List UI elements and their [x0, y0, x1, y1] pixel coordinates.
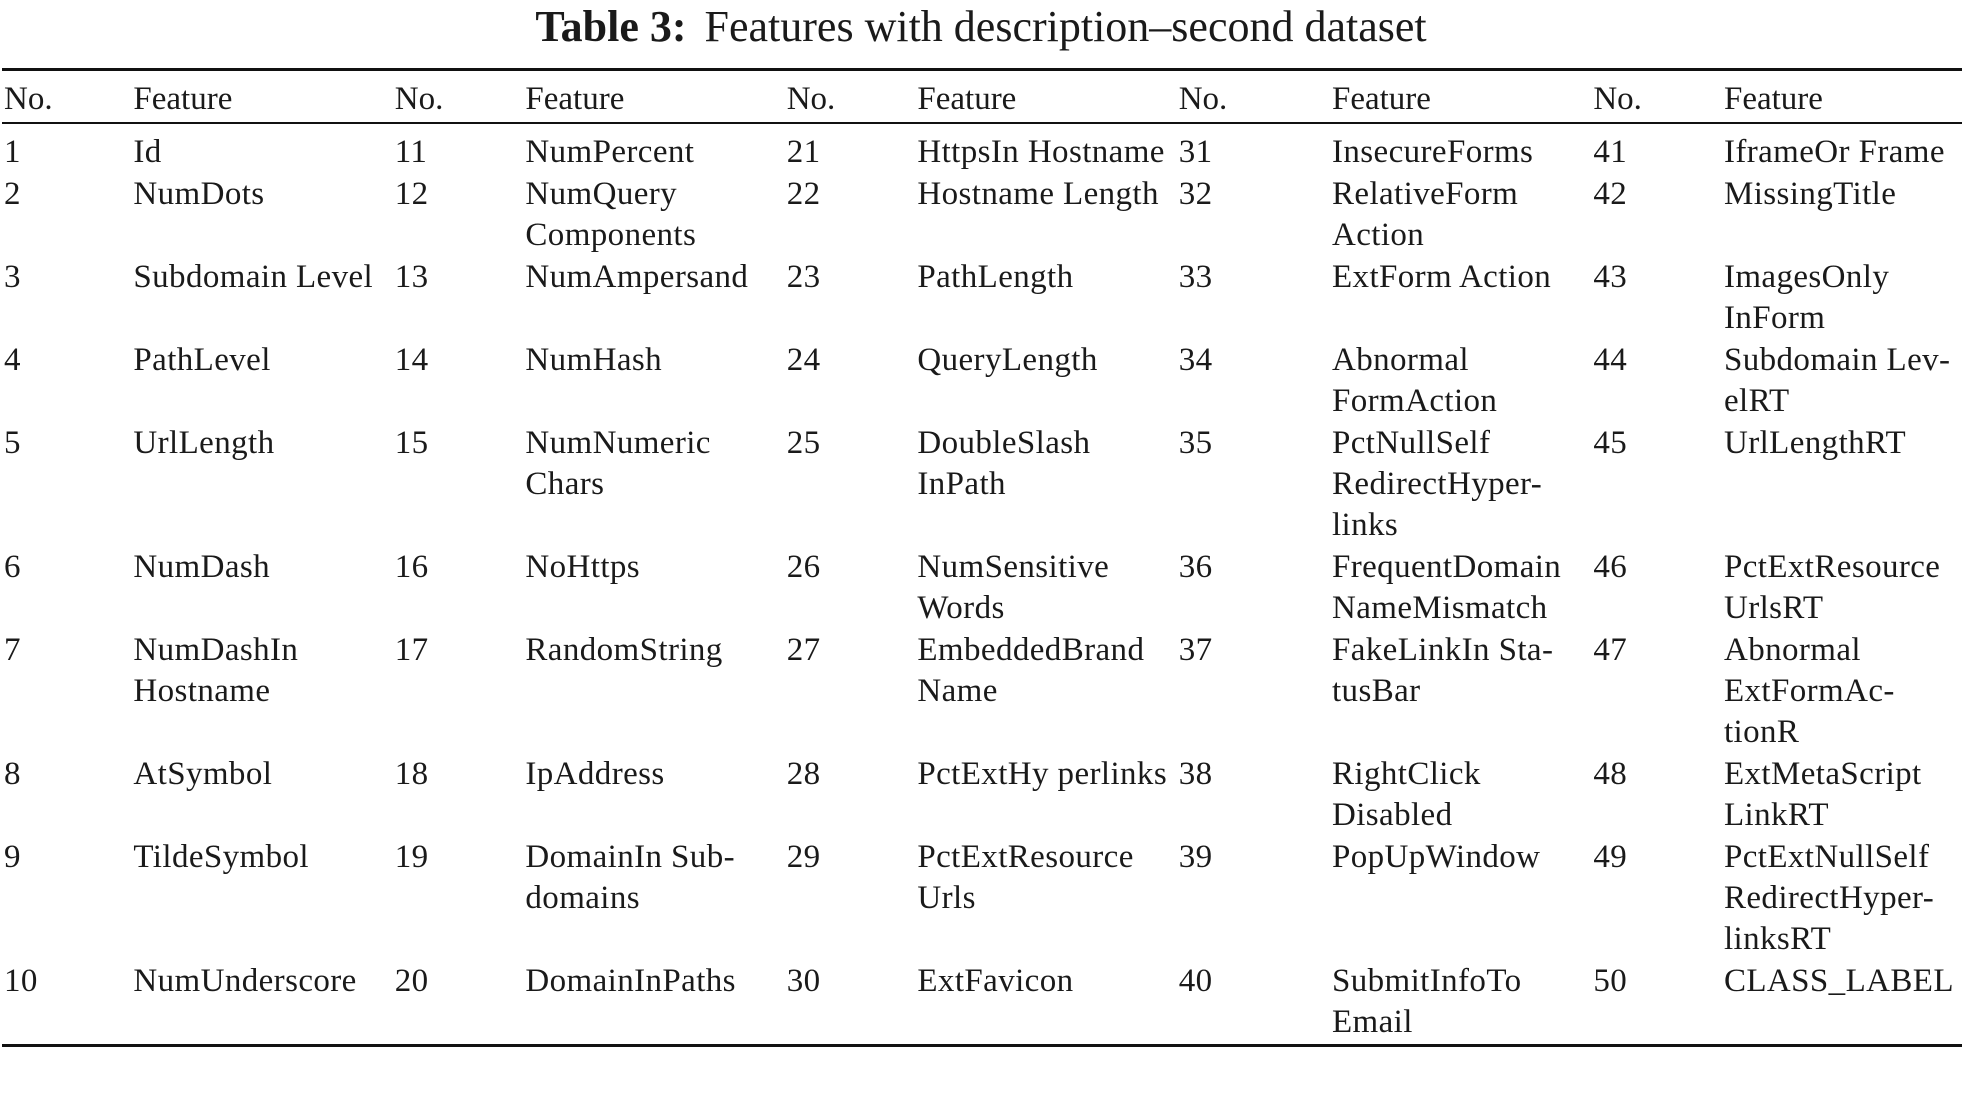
feature-number-cell: 1 — [4, 134, 21, 170]
feature-name-cell: ExtMetaScript LinkRT — [1723, 756, 1922, 833]
table-body — [2, 123, 1962, 1046]
feature-name-cell: NumNumeric Chars — [525, 425, 711, 502]
feature-number-cell: 25 — [786, 425, 821, 461]
table-row — [2, 123, 1962, 174]
feature-name-cell: PctNullSelf RedirectHyper-links — [1331, 425, 1543, 543]
feature-number-cell: 24 — [786, 342, 821, 378]
feature-name-cell: Subdomain Lev-elRT — [1723, 342, 1951, 419]
feature-number-cell: 21 — [786, 134, 821, 170]
feature-number-cell: 39 — [1178, 839, 1213, 875]
feature-name-cell: EmbeddedBrand Name — [917, 632, 1145, 709]
feature-number-cell: 38 — [1178, 756, 1213, 792]
feature-name-cell: SubmitInfoTo Email — [1331, 963, 1522, 1040]
header-feature: Feature — [1723, 81, 1823, 117]
feature-number-cell: 35 — [1178, 425, 1213, 461]
header-no: No. — [1593, 81, 1642, 117]
feature-number-cell: 44 — [1593, 342, 1628, 378]
feature-name-cell: UrlLength — [133, 425, 275, 461]
feature-number-cell: 37 — [1178, 632, 1213, 668]
feature-name-cell: ExtForm Action — [1331, 259, 1552, 295]
feature-number-cell: 15 — [394, 425, 429, 461]
feature-number-cell: 48 — [1593, 756, 1628, 792]
feature-number-cell: 29 — [786, 839, 821, 875]
feature-name-cell: NumUnderscore — [133, 963, 357, 999]
header-feature: Feature — [133, 81, 233, 117]
feature-number-cell: 22 — [786, 176, 821, 212]
feature-number-cell: 3 — [4, 259, 21, 295]
feature-name-cell: InsecureForms — [1331, 134, 1534, 170]
feature-name-cell: AtSymbol — [133, 756, 273, 792]
feature-number-cell: 45 — [1593, 425, 1628, 461]
feature-name-cell: NumDashIn Hostname — [133, 632, 299, 709]
feature-name-cell: PctExtHy perlinks — [917, 756, 1168, 792]
header-feature: Feature — [917, 81, 1017, 117]
feature-name-cell: NumHash — [525, 342, 663, 378]
feature-name-cell: DoubleSlash InPath — [917, 425, 1091, 502]
header-row — [2, 70, 1962, 124]
feature-name-cell: CLASS_LABEL — [1723, 963, 1954, 999]
feature-number-cell: 7 — [4, 632, 21, 668]
feature-number-cell: 42 — [1593, 176, 1628, 212]
feature-name-cell: PctExtResource Urls — [917, 839, 1134, 916]
feature-number-cell: 28 — [786, 756, 821, 792]
feature-name-cell: FakeLinkIn Sta-tusBar — [1331, 632, 1554, 709]
feature-number-cell: 12 — [394, 176, 429, 212]
table-caption — [0, 2, 1962, 52]
feature-name-cell: TildeSymbol — [133, 839, 309, 875]
table-row — [2, 754, 1962, 837]
feature-name-cell: PopUpWindow — [1331, 839, 1541, 875]
table-row — [2, 174, 1962, 257]
feature-name-cell: MissingTitle — [1723, 176, 1897, 212]
feature-name-cell: Id — [133, 134, 162, 170]
table-caption-label: Table 3: — [535, 2, 687, 51]
table-caption-text: Features with description–second dataset — [704, 2, 1427, 51]
feature-name-cell: NumDash — [133, 549, 271, 585]
feature-number-cell: 19 — [394, 839, 429, 875]
feature-number-cell: 23 — [786, 259, 821, 295]
feature-name-cell: Abnormal ExtFormAc-tionR — [1723, 632, 1895, 750]
feature-number-cell: 13 — [394, 259, 429, 295]
feature-number-cell: 34 — [1178, 342, 1213, 378]
header-no: No. — [786, 81, 836, 117]
feature-name-cell: PathLength — [917, 259, 1074, 295]
table-row — [2, 961, 1962, 1046]
feature-name-cell: DomainInPaths — [525, 963, 736, 999]
feature-name-cell: NumPercent — [525, 134, 695, 170]
feature-number-cell: 26 — [786, 549, 821, 585]
features-table — [2, 68, 1962, 1047]
feature-number-cell: 40 — [1178, 963, 1213, 999]
header-no: No. — [394, 81, 444, 117]
feature-number-cell: 17 — [394, 632, 429, 668]
feature-number-cell: 31 — [1178, 134, 1213, 170]
feature-number-cell: 41 — [1593, 134, 1628, 170]
table-row — [2, 257, 1962, 340]
feature-number-cell: 47 — [1593, 632, 1628, 668]
feature-name-cell: IframeOr Frame — [1723, 134, 1945, 170]
feature-number-cell: 6 — [4, 549, 21, 585]
header-feature: Feature — [1331, 81, 1431, 117]
feature-name-cell: RelativeForm Action — [1331, 176, 1519, 253]
feature-name-cell: Hostname Length — [917, 176, 1159, 212]
feature-name-cell: Subdomain Level — [133, 259, 374, 295]
feature-name-cell: PctExtResource UrlsRT — [1723, 549, 1941, 626]
feature-name-cell: ExtFavicon — [917, 963, 1074, 999]
feature-name-cell: NumSensitive Words — [917, 549, 1110, 626]
feature-number-cell: 27 — [786, 632, 821, 668]
feature-name-cell: NumDots — [133, 176, 265, 212]
feature-name-cell: RightClick Disabled — [1331, 756, 1481, 833]
feature-number-cell: 33 — [1178, 259, 1213, 295]
feature-name-cell: Abnormal FormAction — [1331, 342, 1498, 419]
feature-name-cell: PctExtNullSelf RedirectHyper-linksRT — [1723, 839, 1935, 957]
header-feature: Feature — [525, 81, 625, 117]
feature-name-cell: RandomString — [525, 632, 723, 668]
feature-name-cell: NumQuery Components — [525, 176, 697, 253]
feature-number-cell: 32 — [1178, 176, 1213, 212]
feature-name-cell: FrequentDomain NameMismatch — [1331, 549, 1562, 626]
feature-name-cell: NumAmpersand — [525, 259, 749, 295]
feature-number-cell: 4 — [4, 342, 21, 378]
feature-number-cell: 16 — [394, 549, 429, 585]
feature-number-cell: 43 — [1593, 259, 1628, 295]
feature-number-cell: 30 — [786, 963, 821, 999]
feature-name-cell: DomainIn Sub-domains — [525, 839, 735, 916]
table-row — [2, 423, 1962, 547]
feature-number-cell: 10 — [4, 963, 38, 999]
feature-number-cell: 49 — [1593, 839, 1628, 875]
table-row — [2, 837, 1962, 961]
feature-name-cell: NoHttps — [525, 549, 641, 585]
header-no: No. — [4, 81, 53, 117]
feature-name-cell: IpAddress — [525, 756, 665, 792]
feature-number-cell: 11 — [394, 134, 428, 170]
table-row — [2, 630, 1962, 754]
feature-number-cell: 5 — [4, 425, 21, 461]
table-row — [2, 547, 1962, 630]
feature-number-cell: 14 — [394, 342, 429, 378]
feature-number-cell: 20 — [394, 963, 429, 999]
feature-number-cell: 8 — [4, 756, 21, 792]
feature-number-cell: 50 — [1593, 963, 1628, 999]
feature-number-cell: 36 — [1178, 549, 1213, 585]
feature-name-cell: HttpsIn Hostname — [917, 134, 1165, 170]
feature-number-cell: 46 — [1593, 549, 1628, 585]
feature-name-cell: PathLevel — [133, 342, 271, 378]
table-row — [2, 340, 1962, 423]
feature-name-cell: UrlLengthRT — [1723, 425, 1907, 461]
header-no: No. — [1178, 81, 1228, 117]
feature-number-cell: 2 — [4, 176, 21, 212]
feature-number-cell: 18 — [394, 756, 429, 792]
feature-name-cell: ImagesOnly InForm — [1723, 259, 1890, 336]
feature-name-cell: QueryLength — [917, 342, 1098, 378]
feature-number-cell: 9 — [4, 839, 21, 875]
